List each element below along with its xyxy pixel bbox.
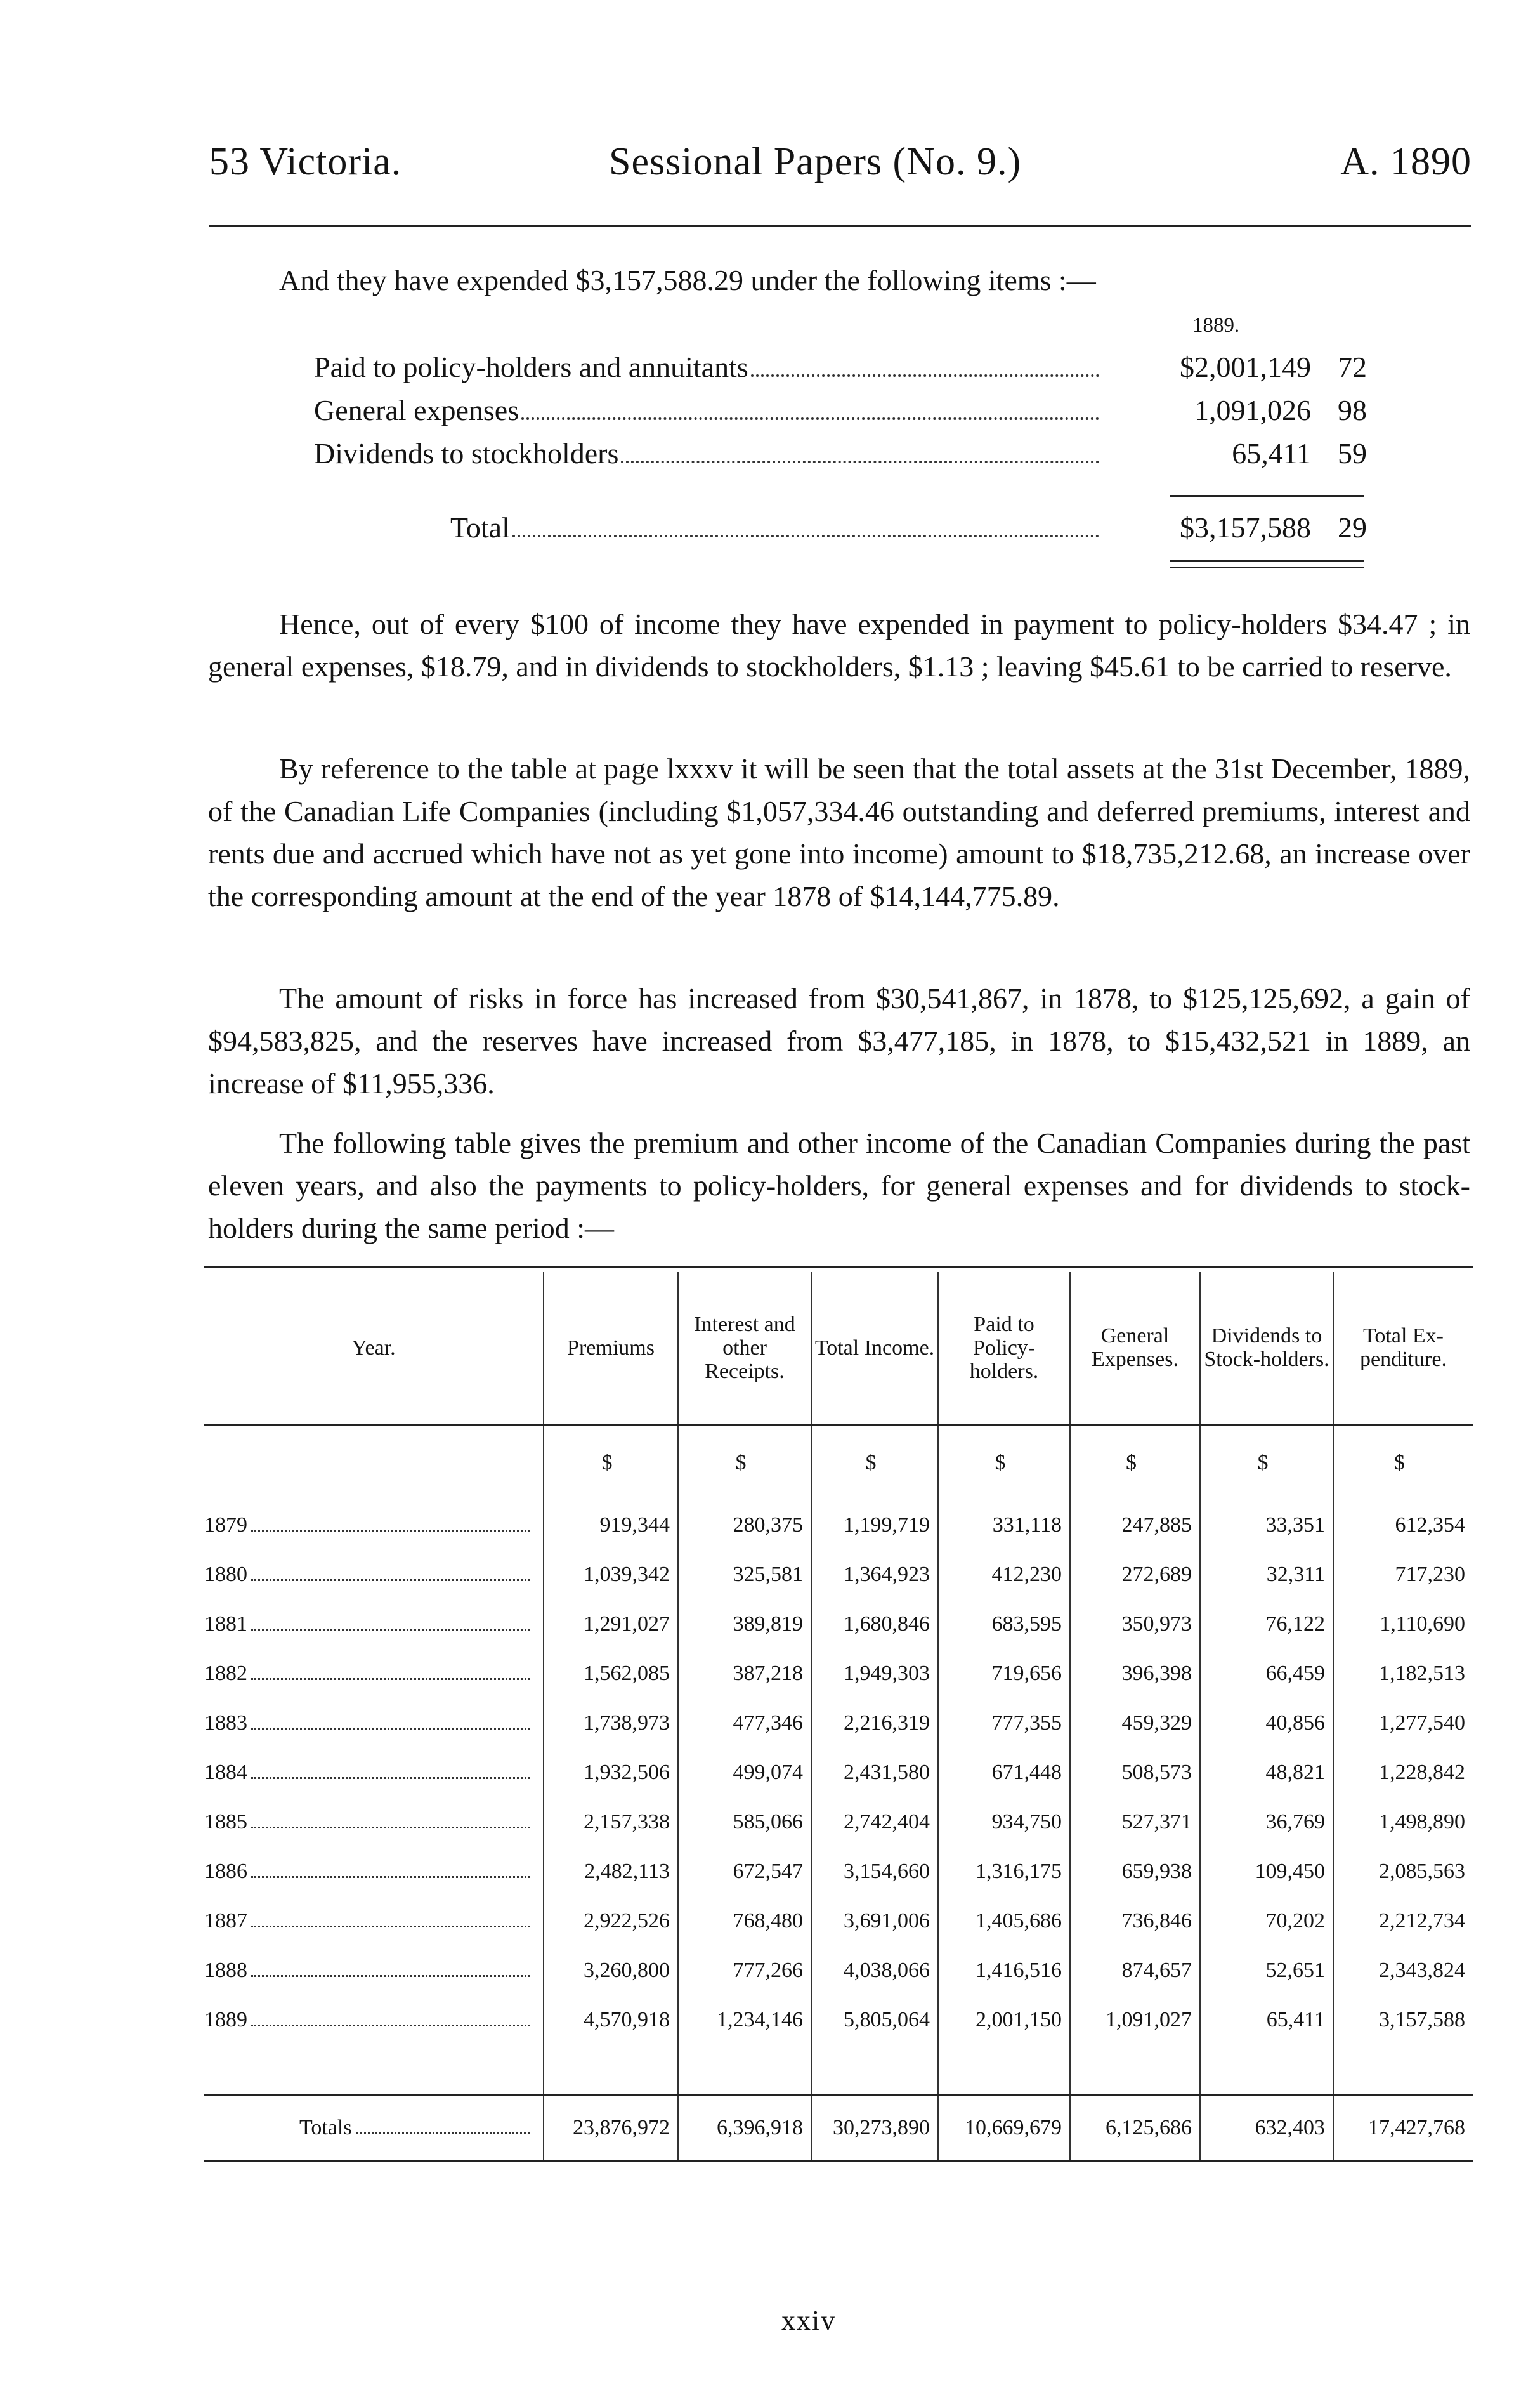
table-cell: 23,876,972 xyxy=(544,2096,678,2161)
leader-dots xyxy=(251,1876,530,1878)
column-header-dividends: Dividends to Stock-holders. xyxy=(1200,1272,1333,1424)
expenditure-item xyxy=(314,350,1367,384)
expenditure-item-label: Paid to policy-holders and annuitants xyxy=(314,351,748,383)
table-cell: 389,819 xyxy=(678,1599,811,1649)
table-cell: 6,125,686 xyxy=(1070,2096,1200,2161)
table-totals-row xyxy=(204,2096,1473,2161)
table-cell: 717,230 xyxy=(1333,1550,1473,1599)
currency-symbol: $ xyxy=(678,1424,811,1500)
column-header-paid-policy-holders: Paid to Policy-holders. xyxy=(938,1272,1070,1424)
table-row xyxy=(204,1946,1473,1995)
table-cell: 36,769 xyxy=(1200,1797,1333,1847)
table-cell: 109,450 xyxy=(1200,1847,1333,1896)
table-cell: 52,651 xyxy=(1200,1946,1333,1995)
leader-dots xyxy=(251,1579,530,1581)
total-double-rule xyxy=(1170,567,1364,568)
year-label: 1882 xyxy=(204,1662,247,1685)
leader-dots xyxy=(251,1827,530,1828)
header-right: A. 1890 xyxy=(1340,140,1471,183)
leader-dots xyxy=(356,2132,530,2134)
paragraph: The following table gives the premium and other income of the Canadian Companies during the past eleven years, and also the payments to policy-holders, for general expenses and for dividends to stock-holders during the same period :— xyxy=(208,1127,1470,1244)
table-cell: 719,656 xyxy=(938,1649,1070,1698)
totals-cell xyxy=(204,2096,544,2161)
expenditure-year-heading: 1889. xyxy=(1192,314,1240,337)
subtotal-rule xyxy=(1170,495,1364,497)
table-cell: 1,932,506 xyxy=(544,1748,678,1797)
table-cell: 1,498,890 xyxy=(1333,1797,1473,1847)
table-row xyxy=(204,1896,1473,1946)
expenditure-item-cents: 59 xyxy=(1338,437,1367,469)
table-cell: 76,122 xyxy=(1200,1599,1333,1649)
year-cell xyxy=(204,1550,544,1599)
paragraph: The amount of risks in force has increased from $30,541,867, in 1878, to $125,125,692, a gain of $94,583,825, and the reserves have increased from $3,477,185, in 1878, to $15,432,521 in 1889, an increase of $11,955,336. xyxy=(208,982,1470,1100)
table-cell: 1,680,846 xyxy=(811,1599,938,1649)
expenditure-total-label: Total xyxy=(450,511,510,544)
table-cell: 2,343,824 xyxy=(1333,1946,1473,1995)
expenditure-item-label: Dividends to stockholders xyxy=(314,437,619,469)
year-cell xyxy=(204,1748,544,1797)
column-header-total-expenditure: Total Ex-penditure. xyxy=(1333,1272,1473,1424)
year-cell xyxy=(204,1698,544,1748)
table-cell: 32,311 xyxy=(1200,1550,1333,1599)
table-cell: 3,691,006 xyxy=(811,1896,938,1946)
table-row xyxy=(204,1550,1473,1599)
table-cell: 768,480 xyxy=(678,1896,811,1946)
page-number: xxiv xyxy=(781,2305,837,2336)
table-cell: 2,212,734 xyxy=(1333,1896,1473,1946)
year-label: 1889 xyxy=(204,2008,247,2032)
year-label: 1885 xyxy=(204,1810,247,1834)
year-label: 1879 xyxy=(204,1513,247,1537)
table-cell: 325,581 xyxy=(678,1550,811,1599)
table-row xyxy=(204,1649,1473,1698)
table-cell: 1,416,516 xyxy=(938,1946,1070,1995)
table-cell: 6,396,918 xyxy=(678,2096,811,2161)
currency-row xyxy=(204,1424,1473,1500)
table-cell: 919,344 xyxy=(544,1500,678,1550)
expenditure-item-amount: $2,001,149 xyxy=(1180,351,1311,383)
table-cell: 33,351 xyxy=(1200,1500,1333,1550)
leader-dots xyxy=(251,1728,530,1730)
table-cell: 2,001,150 xyxy=(938,1995,1070,2045)
year-cell xyxy=(204,1995,544,2045)
table-cell: 736,846 xyxy=(1070,1896,1200,1946)
year-label: 1886 xyxy=(204,1860,247,1883)
totals-label: Totals xyxy=(299,2116,352,2139)
expenditure-item-amount: 1,091,026 xyxy=(1194,394,1311,426)
year-label: 1887 xyxy=(204,1909,247,1933)
expenditure-total-cents: 29 xyxy=(1338,511,1367,544)
table-cell: 70,202 xyxy=(1200,1896,1333,1946)
expenditure-item-cents: 72 xyxy=(1338,351,1367,383)
table-cell: 2,742,404 xyxy=(811,1797,938,1847)
year-cell xyxy=(204,1599,544,1649)
table-header-row xyxy=(204,1272,1473,1424)
table-cell: 3,260,800 xyxy=(544,1946,678,1995)
table-cell: 499,074 xyxy=(678,1748,811,1797)
table-row xyxy=(204,1797,1473,1847)
table-cell: 672,547 xyxy=(678,1847,811,1896)
leader-dots xyxy=(251,1530,530,1532)
currency-symbol: $ xyxy=(544,1424,678,1500)
year-cell xyxy=(204,1500,544,1550)
table-cell: 1,182,513 xyxy=(1333,1649,1473,1698)
table-cell: 934,750 xyxy=(938,1797,1070,1847)
year-label: 1888 xyxy=(204,1959,247,1982)
table-cell: 477,346 xyxy=(678,1698,811,1748)
total-double-rule xyxy=(1170,560,1364,562)
table-cell: 659,938 xyxy=(1070,1847,1200,1896)
table-cell: 508,573 xyxy=(1070,1748,1200,1797)
column-header-premiums: Premiums xyxy=(544,1272,678,1424)
table-cell: 1,562,085 xyxy=(544,1649,678,1698)
table-cell: 247,885 xyxy=(1070,1500,1200,1550)
table-cell: 777,266 xyxy=(678,1946,811,1995)
table-cell: 66,459 xyxy=(1200,1649,1333,1698)
leader-dots xyxy=(751,374,1099,377)
year-cell xyxy=(204,1896,544,1946)
leader-dots xyxy=(621,461,1099,463)
year-label: 1880 xyxy=(204,1563,247,1586)
expenditure-item xyxy=(314,437,1367,471)
table-cell: 2,216,319 xyxy=(811,1698,938,1748)
table-cell: 30,273,890 xyxy=(811,2096,938,2161)
table-cell: 412,230 xyxy=(938,1550,1070,1599)
table-cell: 2,482,113 xyxy=(544,1847,678,1896)
year-cell xyxy=(204,1946,544,1995)
header-center: Sessional Papers (No. 9.) xyxy=(609,140,1022,183)
table-cell: 280,375 xyxy=(678,1500,811,1550)
expenditure-item-cents: 98 xyxy=(1338,394,1367,426)
expenditure-item-label: General expenses xyxy=(314,394,519,426)
column-header-year: Year. xyxy=(351,1336,396,1360)
table-cell: 1,291,027 xyxy=(544,1599,678,1649)
leader-dots xyxy=(251,1777,530,1779)
table-cell: 387,218 xyxy=(678,1649,811,1698)
currency-symbol: $ xyxy=(1070,1424,1200,1500)
table-row xyxy=(204,1995,1473,2045)
leader-dots xyxy=(251,1975,530,1977)
table-cell: 777,355 xyxy=(938,1698,1070,1748)
table-cell: 1,316,175 xyxy=(938,1847,1070,1896)
expenditure-item-amount: 65,411 xyxy=(1232,437,1311,469)
table-cell: 350,973 xyxy=(1070,1599,1200,1649)
table-cell: 683,595 xyxy=(938,1599,1070,1649)
table-cell: 10,669,679 xyxy=(938,2096,1070,2161)
table-cell: 459,329 xyxy=(1070,1698,1200,1748)
year-cell xyxy=(204,1847,544,1896)
table-cell: 272,689 xyxy=(1070,1550,1200,1599)
table-cell: 527,371 xyxy=(1070,1797,1200,1847)
table-cell: 2,922,526 xyxy=(544,1896,678,1946)
table-row xyxy=(204,1698,1473,1748)
table-cell: 396,398 xyxy=(1070,1649,1200,1698)
table-row xyxy=(204,1500,1473,1550)
income-expenditure-table xyxy=(204,1272,1473,2211)
table-cell: 2,085,563 xyxy=(1333,1847,1473,1896)
table-cell: 5,805,064 xyxy=(811,1995,938,2045)
table-cell: 1,405,686 xyxy=(938,1896,1070,1946)
expenditure-total-amount: $3,157,588 xyxy=(1180,511,1311,544)
table-cell: 40,856 xyxy=(1200,1698,1333,1748)
currency-symbol: $ xyxy=(938,1424,1070,1500)
table-cell: 1,228,842 xyxy=(1333,1748,1473,1797)
header-left: 53 Victoria. xyxy=(209,140,402,183)
leader-dots xyxy=(512,535,1099,537)
table-cell: 331,118 xyxy=(938,1500,1070,1550)
paragraph: Hence, out of every $100 of income they have expended in payment to policy-holders $34.47 ; in general expenses, $18.79, and in dividends to stockholders, $1.13 ; leaving $45.61 to be carried to reserve. xyxy=(208,608,1470,683)
year-cell xyxy=(204,1797,544,1847)
table-cell: 48,821 xyxy=(1200,1748,1333,1797)
currency-symbol: $ xyxy=(811,1424,938,1500)
table-cell: 632,403 xyxy=(1200,2096,1333,2161)
table-cell: 65,411 xyxy=(1200,1995,1333,2045)
table-cell: 17,427,768 xyxy=(1333,2096,1473,2161)
year-cell xyxy=(204,1649,544,1698)
table-cell: 1,738,973 xyxy=(544,1698,678,1748)
leader-dots xyxy=(521,417,1099,420)
year-label: 1884 xyxy=(204,1761,247,1784)
leader-dots xyxy=(251,1678,530,1680)
column-header-total-income: Total Income. xyxy=(811,1272,938,1424)
table-cell: 671,448 xyxy=(938,1748,1070,1797)
table-cell: 3,157,588 xyxy=(1333,1995,1473,2045)
table-cell: 2,157,338 xyxy=(544,1797,678,1847)
column-header-general-expenses: General Expenses. xyxy=(1070,1272,1200,1424)
table-cell: 612,354 xyxy=(1333,1500,1473,1550)
table-cell: 1,110,690 xyxy=(1333,1599,1473,1649)
expenditure-total xyxy=(450,511,1367,545)
leader-dots xyxy=(251,2025,530,2026)
expenditure-item xyxy=(314,393,1367,428)
table-row xyxy=(204,1847,1473,1896)
table-row xyxy=(204,1748,1473,1797)
table-top-rule xyxy=(204,1266,1473,1268)
table-cell: 1,039,342 xyxy=(544,1550,678,1599)
year-label: 1881 xyxy=(204,1612,247,1636)
table-cell: 4,038,066 xyxy=(811,1946,938,1995)
table-cell: 2,431,580 xyxy=(811,1748,938,1797)
table-cell: 874,657 xyxy=(1070,1946,1200,1995)
leader-dots xyxy=(251,1629,530,1631)
table-cell: 3,154,660 xyxy=(811,1847,938,1896)
table-cell: 1,277,540 xyxy=(1333,1698,1473,1748)
table-cell: 1,091,027 xyxy=(1070,1995,1200,2045)
column-header-interest: Interest and other Receipts. xyxy=(678,1272,811,1424)
table-cell: 585,066 xyxy=(678,1797,811,1847)
table-cell: 4,570,918 xyxy=(544,1995,678,2045)
table-body xyxy=(204,1500,1473,2045)
intro-line: And they have expended $3,157,588.29 under the following items :— xyxy=(279,264,1096,296)
table-row xyxy=(204,1599,1473,1649)
table-cell: 1,949,303 xyxy=(811,1649,938,1698)
table-cell: 1,199,719 xyxy=(811,1500,938,1550)
year-label: 1883 xyxy=(204,1711,247,1735)
paragraph: By reference to the table at page lxxxv it will be seen that the total assets at the 31st December, 1889, of the Canadian Life Companies (including $1,057,334.46 outstanding and deferred premiums, interest and rents due and accrued which have not as yet gone into income) amount to $18,735,212.68, an increase over the corresponding amount at the end of the year 1878 of $14,144,775.89. xyxy=(208,752,1470,912)
table-cell: 1,234,146 xyxy=(678,1995,811,2045)
header-rule xyxy=(209,225,1471,227)
currency-symbol: $ xyxy=(1200,1424,1333,1500)
currency-symbol: $ xyxy=(1333,1424,1473,1500)
leader-dots xyxy=(251,1926,530,1927)
table-cell: 1,364,923 xyxy=(811,1550,938,1599)
